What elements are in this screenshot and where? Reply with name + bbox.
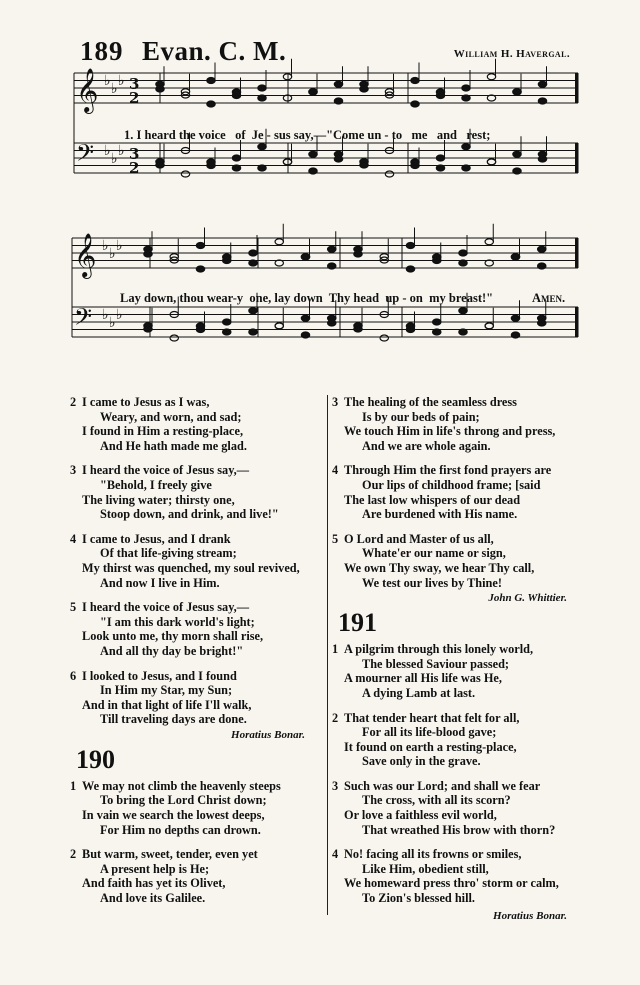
stanza-line: [332, 576, 587, 591]
stanza-line: [332, 493, 587, 508]
stanza-line: [332, 532, 587, 547]
line-text: Is by our beds of pain;: [362, 409, 480, 424]
lyric-line-2: Lay down, thou wear-y one, lay down Thy head up - on my breast!": [120, 291, 494, 305]
stanza-line: [332, 725, 587, 740]
stanza: [332, 532, 587, 590]
note-head: [406, 323, 414, 329]
note-head: [406, 243, 414, 249]
line-text: My thirst was quenched, my soul revived,: [82, 560, 300, 575]
line-text: I found in Him a resting-place,: [82, 424, 244, 439]
stanza-number: 2: [70, 847, 77, 862]
attribution-191: Horatius Bonar.: [493, 909, 567, 922]
flat-sign: ♭: [104, 143, 111, 159]
flat-sign: ♭: [109, 246, 116, 262]
line-text: The cross, with all its scorn?: [362, 793, 511, 808]
note-head: [538, 98, 546, 104]
note-head: [485, 323, 493, 329]
stanza-line: [70, 876, 325, 891]
line-text: The living water; thirsty one,: [82, 492, 235, 507]
line-text: And love its Galilee.: [100, 891, 206, 906]
time-signature: 3: [129, 145, 140, 163]
stanza: [70, 847, 325, 905]
stanza-number: 3: [332, 778, 339, 793]
note-head: [258, 144, 266, 150]
note-head: [301, 332, 309, 338]
note-head: [249, 329, 257, 335]
time-signature: 2: [129, 89, 140, 107]
stanza: [70, 600, 325, 658]
note-head: [385, 171, 393, 177]
note-head: [433, 319, 441, 325]
tune-title: Evan. C. M.: [142, 36, 287, 66]
line-text: The healing of the seamless dress: [344, 395, 517, 409]
stanza-line: [332, 561, 587, 576]
line-text: And in that light of life I'll walk,: [82, 697, 252, 712]
stanza-number: 1: [70, 778, 77, 793]
line-text: And faith has yet its Olivet,: [82, 876, 226, 891]
stanza-line: [70, 576, 325, 591]
line-text: For Him no depths can drown.: [100, 822, 261, 837]
line-text: We own Thy sway, we hear Thy call,: [344, 560, 535, 575]
note-head: [462, 95, 470, 101]
line-text: And all thy day be bright!": [100, 643, 244, 658]
stanza-line: [332, 754, 587, 769]
note-head: [487, 74, 495, 80]
line-text: Are burdened with His name.: [362, 507, 518, 522]
note-head: [275, 239, 283, 245]
stanza-line: [70, 546, 325, 561]
note-head: [309, 89, 317, 95]
note-head: [411, 101, 419, 107]
stanza-line: [70, 683, 325, 698]
line-text: And now I live in Him.: [100, 575, 220, 590]
stanza-line: [332, 808, 587, 823]
line-text: I heard the voice of Jesus say,—: [82, 463, 250, 478]
final-bar: [575, 307, 578, 337]
right-column: [332, 395, 587, 928]
stanza-line: [332, 891, 587, 906]
line-text: Stoop down, and drink, and live!": [100, 507, 279, 522]
flat-sign: ♭: [104, 73, 111, 89]
line-text: Save only in the grave.: [362, 754, 481, 769]
line-text: Till traveling days are done.: [100, 712, 247, 727]
stanza: [332, 711, 587, 769]
hymn-191-stanzas: [332, 642, 587, 906]
note-head: [258, 165, 266, 171]
stanza-number: 5: [332, 531, 339, 546]
note-head: [144, 326, 152, 332]
note-head: [538, 246, 546, 252]
stanza-line: [332, 463, 587, 478]
composer: William H. Havergal.: [453, 48, 570, 60]
final-bar: [575, 238, 578, 268]
note-head: [462, 85, 470, 91]
line-text: Look unto me, thy morn shall rise,: [82, 629, 264, 644]
note-head: [360, 86, 368, 92]
stanza-line: [332, 395, 587, 410]
note-head: [181, 171, 189, 177]
stanza-line: [332, 657, 587, 672]
bass-clef: 𝄢: [76, 139, 95, 172]
note-head: [156, 162, 164, 168]
note-head: [275, 323, 283, 329]
stanza-line: [70, 629, 325, 644]
stanza: [70, 669, 325, 727]
stanza-line: [70, 669, 325, 684]
note-head: [232, 155, 240, 161]
stanza-line: [70, 891, 325, 906]
note-head: [249, 250, 257, 256]
note-head: [309, 151, 317, 157]
stanza-number: 4: [332, 463, 339, 478]
note-head: [354, 251, 362, 257]
stanza-number: 3: [332, 395, 339, 409]
note-head: [223, 329, 231, 335]
note-head: [462, 165, 470, 171]
note-head: [328, 263, 336, 269]
amen-label: Amen.: [532, 291, 566, 305]
stanza-number: 4: [70, 531, 77, 546]
note-head: [144, 251, 152, 257]
note-head: [511, 332, 519, 338]
line-text: O Lord and Master of us all,: [344, 531, 494, 546]
stanza-line: [70, 493, 325, 508]
note-head: [207, 78, 215, 84]
stanza-number: 6: [70, 668, 77, 683]
stanza-line: [70, 644, 325, 659]
line-text: Weary, and worn, and sad;: [100, 409, 242, 424]
note-head: [511, 254, 519, 260]
note-head: [258, 85, 266, 91]
stanza-line: [70, 410, 325, 425]
line-text: That wreathed His brow with thorn?: [362, 822, 556, 837]
stanza-number: 5: [70, 600, 77, 615]
note-head: [334, 156, 342, 162]
note-head: [301, 254, 309, 260]
line-text: To bring the Lord Christ down;: [100, 793, 267, 808]
stanza-line: [332, 686, 587, 701]
stanza-line: [70, 478, 325, 493]
line-text: We test our lives by Thine!: [362, 575, 502, 590]
note-head: [433, 329, 441, 335]
note-head: [513, 168, 521, 174]
line-text: We homeward press thro' storm or calm,: [344, 876, 559, 891]
hymn-189-stanzas: [70, 395, 325, 727]
hymn-190-stanzas-left: [70, 779, 325, 906]
line-text: A dying Lamb at last.: [362, 685, 476, 700]
flat-sign: ♭: [116, 307, 123, 323]
flat-sign: ♭: [111, 151, 118, 167]
flat-sign: ♭: [118, 73, 125, 89]
stanza-line: [332, 439, 587, 454]
note-head: [411, 159, 419, 165]
final-bar: [575, 73, 578, 103]
note-head: [462, 144, 470, 150]
stanza: [70, 463, 325, 521]
stanza-number: 4: [332, 847, 339, 862]
line-text: We may not climb the heavenly steeps: [82, 778, 281, 793]
line-text: In Him my Star, my Sun;: [100, 683, 233, 698]
flat-sign: ♭: [102, 238, 109, 254]
stanza: [332, 642, 587, 700]
note-head: [459, 260, 467, 266]
note-head: [538, 263, 546, 269]
attribution-190: John G. Whittier.: [488, 592, 567, 605]
line-text: No! facing all its frowns or smiles,: [344, 847, 522, 862]
line-text: In vain we search the lowest deeps,: [82, 808, 265, 823]
stanza-line: [332, 424, 587, 439]
stanza-line: [70, 439, 325, 454]
stanza-line: [70, 847, 325, 862]
stanza-line: [70, 561, 325, 576]
note-head: [249, 260, 257, 266]
stanza-line: [332, 847, 587, 862]
stanza-line: [332, 507, 587, 522]
line-text: Or love a faithless evil world,: [344, 808, 497, 823]
note-head: [328, 246, 336, 252]
line-text: Such was our Lord; and shall we fear: [344, 778, 541, 793]
stanza-line: [70, 532, 325, 547]
stanza-line: [332, 740, 587, 755]
line-text: Of that life-giving stream;: [100, 546, 237, 561]
stanza-line: [70, 823, 325, 838]
stanza-line: [332, 478, 587, 493]
line-text: Our lips of childhood frame; [said: [362, 477, 541, 492]
attribution-189: Horatius Bonar.: [231, 728, 305, 741]
treble-clef: 𝄞: [76, 68, 99, 112]
music-score: [0, 0, 640, 380]
stanza-line: [70, 779, 325, 794]
note-head: [354, 326, 362, 332]
note-head: [538, 320, 546, 326]
note-head: [511, 315, 519, 321]
hymn-190-number: 190: [76, 744, 115, 774]
flat-sign: ♭: [111, 81, 118, 97]
note-head: [433, 254, 441, 260]
note-head: [538, 81, 546, 87]
line-text: That tender heart that felt for all,: [344, 710, 520, 725]
stanza-line: [70, 793, 325, 808]
line-text: A pilgrim through this lonely world,: [344, 642, 534, 657]
stanza: [70, 779, 325, 837]
line-text: And He hath made me glad.: [100, 438, 247, 453]
stanza: [332, 847, 587, 905]
note-head: [513, 151, 521, 157]
note-head: [258, 95, 266, 101]
note-head: [232, 165, 240, 171]
note-head: [309, 168, 317, 174]
stanza-line: [332, 862, 587, 877]
hymn-number: 189: [80, 36, 124, 66]
note-head: [249, 308, 257, 314]
line-text: I came to Jesus as I was,: [82, 395, 210, 409]
line-text: We touch Him in life's throng and press,: [344, 424, 556, 439]
note-head: [459, 250, 467, 256]
note-head: [485, 239, 493, 245]
stanza-number: 1: [332, 642, 339, 657]
note-head: [232, 89, 240, 95]
note-head: [196, 323, 204, 329]
line-text: Like Him, obedient still,: [362, 861, 489, 876]
final-bar: [575, 143, 578, 173]
note-head: [487, 159, 495, 165]
line-text: And we are whole again.: [362, 438, 491, 453]
stanza: [332, 395, 587, 453]
stanza-line: [332, 823, 587, 838]
stanza-line: [332, 779, 587, 794]
note-head: [411, 78, 419, 84]
line-text: I came to Jesus, and I drank: [82, 531, 231, 546]
note-head: [328, 320, 336, 326]
note-head: [459, 329, 467, 335]
stanza-line: [70, 808, 325, 823]
line-text: "Behold, I freely give: [100, 477, 212, 492]
flat-sign: ♭: [102, 307, 109, 323]
stanza-line: [70, 463, 325, 478]
note-head: [459, 308, 467, 314]
stanza-line: [332, 671, 587, 686]
note-head: [538, 156, 546, 162]
note-head: [334, 98, 342, 104]
stanza-line: [70, 600, 325, 615]
stanza-line: [70, 507, 325, 522]
line-text: It found on earth a resting-place,: [344, 739, 517, 754]
hymn-190-stanzas-right: [332, 395, 587, 590]
note-head: [223, 254, 231, 260]
stanza-line: [332, 642, 587, 657]
note-head: [513, 89, 521, 95]
stanza-line: [332, 711, 587, 726]
note-head: [223, 319, 231, 325]
hymn-191-number: 191: [338, 608, 377, 638]
line-text: "I am this dark world's light;: [100, 614, 255, 629]
left-column: [70, 395, 325, 916]
column-divider: [327, 395, 328, 915]
bass-clef: 𝄢: [74, 303, 93, 336]
note-head: [196, 266, 204, 272]
stanza-number: 2: [332, 710, 339, 725]
line-text: To Zion's blessed hill.: [362, 891, 475, 906]
time-signature: 3: [129, 75, 140, 93]
note-head: [196, 243, 204, 249]
stanza-line: [70, 615, 325, 630]
note-head: [360, 162, 368, 168]
note-head: [156, 86, 164, 92]
flat-sign: ♭: [118, 143, 125, 159]
flat-sign: ♭: [116, 238, 123, 254]
line-text: For all its life-blood gave;: [362, 725, 497, 740]
stanza: [332, 779, 587, 837]
line-text: Through Him the first fond prayers are: [344, 463, 552, 478]
line-text: A mourner all His life was He,: [344, 671, 502, 686]
stanza-line: [332, 793, 587, 808]
note-head: [207, 159, 215, 165]
stanza: [70, 532, 325, 590]
time-signature: 2: [129, 159, 140, 177]
stanza-line: [332, 876, 587, 891]
line-text: The last low whispers of our dead: [344, 492, 521, 507]
line-text: Whate'er our name or sign,: [362, 546, 506, 561]
note-head: [301, 315, 309, 321]
stanza-number: 3: [70, 463, 77, 478]
stanza-line: [70, 698, 325, 713]
stanza-line: [70, 424, 325, 439]
line-text: But warm, sweet, tender, even yet: [82, 847, 258, 862]
note-head: [436, 155, 444, 161]
note-head: [207, 101, 215, 107]
lyric-line-1: 1. I heard the voice of Je - sus say,—"Come un - to me and rest;: [124, 128, 491, 142]
stanza: [332, 463, 587, 521]
stanza-line: [70, 862, 325, 877]
line-text: I looked to Jesus, and I found: [82, 668, 237, 683]
stanza-line: [332, 410, 587, 425]
note-head: [436, 165, 444, 171]
stanza-number: 2: [70, 395, 77, 409]
line-text: A present help is He;: [100, 861, 210, 876]
treble-clef: 𝄞: [74, 233, 97, 277]
note-head: [380, 335, 388, 341]
stanza: [70, 395, 325, 453]
stanza-line: [70, 395, 325, 410]
line-text: The blessed Saviour passed;: [362, 656, 510, 671]
stanza-line: [70, 712, 325, 727]
note-head: [334, 81, 342, 87]
note-head: [436, 89, 444, 95]
stanza-line: [332, 546, 587, 561]
line-text: I heard the voice of Jesus say,—: [82, 600, 250, 615]
note-head: [170, 335, 178, 341]
note-head: [406, 266, 414, 272]
flat-sign: ♭: [109, 315, 116, 331]
